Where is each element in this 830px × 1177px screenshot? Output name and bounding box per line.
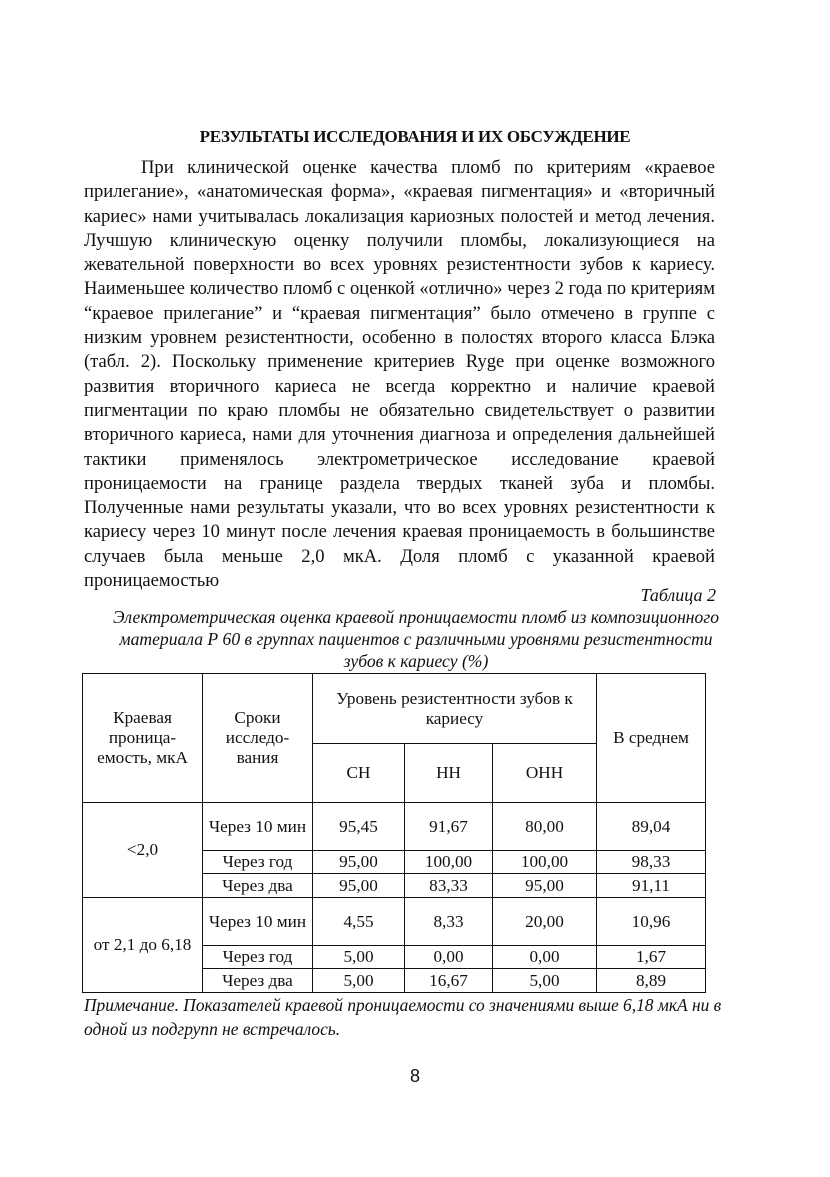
- value-cell: 16,67: [405, 969, 493, 993]
- header-sn: СН: [313, 744, 405, 803]
- average-cell: 91,11: [597, 874, 706, 898]
- value-cell: 5,00: [313, 946, 405, 969]
- group-label: от 2,1 до 6,18: [83, 898, 203, 993]
- average-cell: 98,33: [597, 851, 706, 874]
- body-text: [84, 156, 715, 593]
- value-cell: 100,00: [405, 851, 493, 874]
- table-label: Таблица 2: [640, 585, 716, 605]
- value-cell: 95,00: [313, 851, 405, 874]
- group-label: <2,0: [83, 803, 203, 898]
- value-cell: 83,33: [405, 874, 493, 898]
- value-cell: 95,00: [493, 874, 597, 898]
- header-period: Сроки исследо-вания: [203, 674, 313, 803]
- table-title: Электрометрическая оценка краевой проницаемости пломб из композиционного материала Р 60 в группах пациентов с различными уровнями резистентности зубов к кариесу (%): [113, 607, 719, 671]
- period-cell: Через год: [203, 946, 313, 969]
- period-cell: Через два: [203, 874, 313, 898]
- page-number: 8: [409, 1066, 420, 1086]
- value-cell: 80,00: [493, 803, 597, 851]
- value-cell: 20,00: [493, 898, 597, 946]
- header-nn: НН: [405, 744, 493, 803]
- value-cell: 4,55: [313, 898, 405, 946]
- section-heading: РЕЗУЛЬТАТЫ ИССЛЕДОВАНИЯ И ИХ ОБСУЖДЕНИЕ: [199, 127, 631, 146]
- header-average: В среднем: [597, 674, 706, 803]
- header-resistance-level: Уровень резистентности зубов к кариесу: [313, 674, 597, 744]
- body-paragraph: При клинической оценке качества пломб по критериям «краевое прилегание», «анатомическая форма», «краевая пигментация» и «вторичный кариес» нами учитывалась локализация кариозных полостей и метод лечения. Лучшую клиническую оценку получили пломбы, локализующиеся на жевательной поверхности во всех уровнях резистентности зубов к кариесу. Наименьшее количество пломб с оценкой «отлично» через 2 года по критериям “краевое прилегание” и “краевая пигментация” было отмечено в группе с низким уровнем резистентности, особенно в полостях второго класса Блэка (табл. 2). Поскольку применение критериев Ryge при оценке возможного развития вторичного кариеса не всегда корректно и наличие краевой пигментации по краю пломбы не обязательно свидетельствует о развитии вторичного кариеса, нами для уточнения диагноза и определения дальнейшей тактики применялось электрометрическое исследование краевой проницаемости на границе раздела твердых тканей зуба и пломбы. Полученные нами результаты указали, что во всех уровнях резистентности к кариесу через 10 минут после лечения краевая проницаемость в большинстве случаев была меньше 2,0 мкА. Доля пломб с указанной краевой проницаемостью: [84, 157, 715, 592]
- period-cell: Через 10 мин: [203, 898, 313, 946]
- value-cell: 95,00: [313, 874, 405, 898]
- period-cell: Через 10 мин: [203, 803, 313, 851]
- value-cell: 0,00: [493, 946, 597, 969]
- value-cell: 8,33: [405, 898, 493, 946]
- value-cell: 91,67: [405, 803, 493, 851]
- average-cell: 89,04: [597, 803, 706, 851]
- value-cell: 100,00: [493, 851, 597, 874]
- average-cell: 1,67: [597, 946, 706, 969]
- table-row: [83, 898, 706, 946]
- period-cell: Через два: [203, 969, 313, 993]
- header-permeability: Краевая проница-емость, мкА: [83, 674, 203, 803]
- value-cell: 0,00: [405, 946, 493, 969]
- value-cell: 5,00: [493, 969, 597, 993]
- period-cell: Через год: [203, 851, 313, 874]
- header-onn: ОНН: [493, 744, 597, 803]
- value-cell: 95,45: [313, 803, 405, 851]
- average-cell: 8,89: [597, 969, 706, 993]
- average-cell: 10,96: [597, 898, 706, 946]
- results-table: [82, 673, 706, 993]
- table-row: [83, 803, 706, 851]
- table-note: Примечание. Показателей краевой проницаемости со значениями выше 6,18 мкА ни в одной из подгрупп не встречалось.: [84, 995, 722, 1039]
- value-cell: 5,00: [313, 969, 405, 993]
